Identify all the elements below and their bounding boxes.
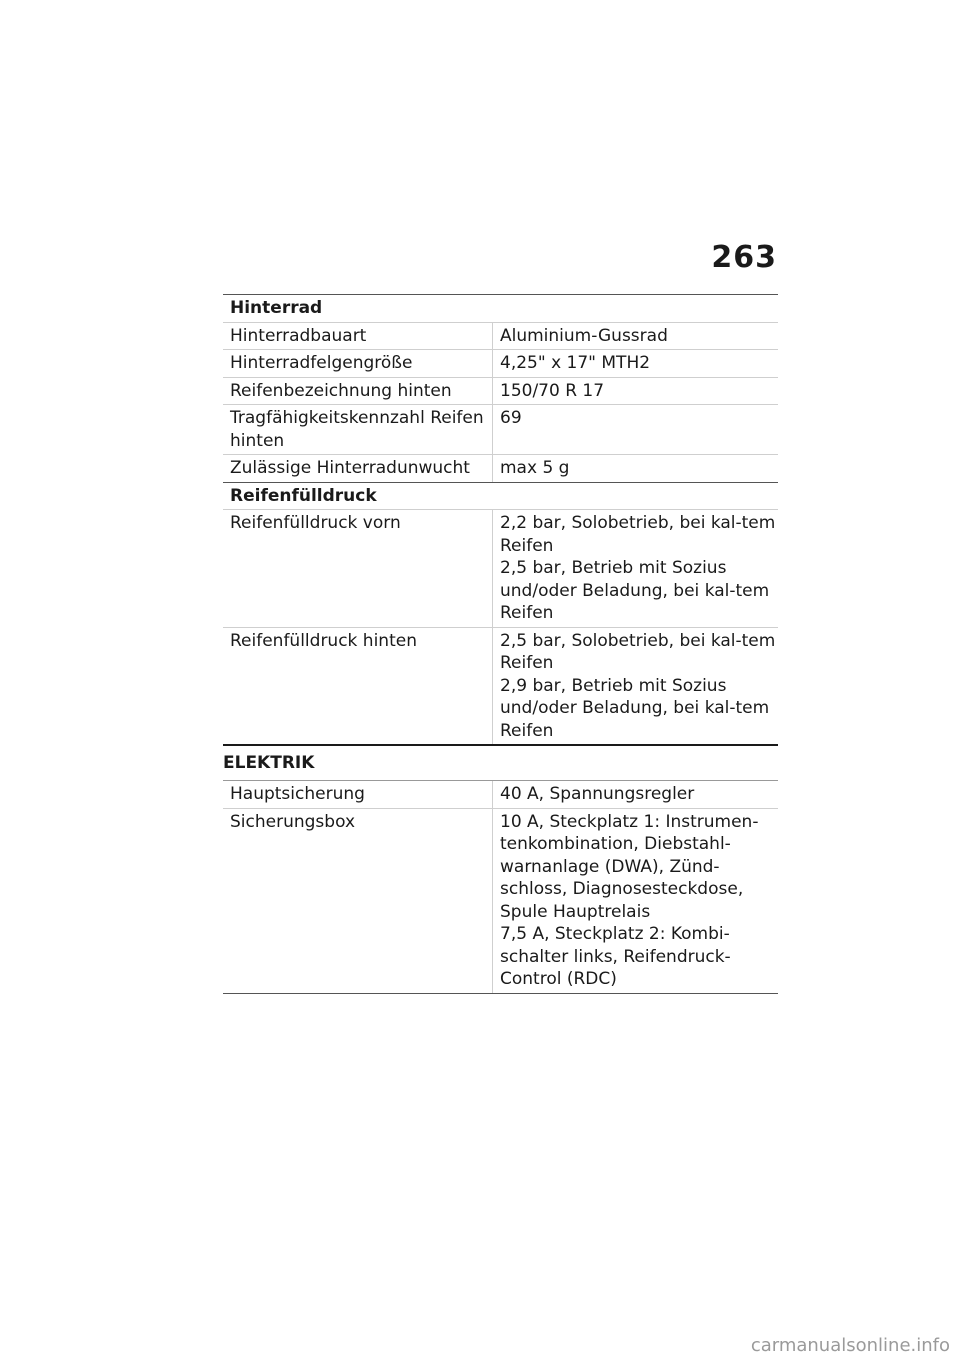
group-heading-hinterrad: Hinterrad (223, 295, 778, 323)
row-value: 150/70 R 17 (500, 380, 605, 401)
row-label: Zulässige Hinterradunwucht (223, 455, 493, 482)
table-row (223, 628, 778, 746)
row-label: Tragfähigkeitskennzahl Reifen hinten (223, 405, 493, 454)
table-row (223, 323, 778, 351)
table-row (223, 455, 778, 483)
group-heading-reifenfuelldruck: Reifenfülldruck (223, 483, 778, 511)
row-label: Reifenfülldruck vorn (223, 510, 493, 627)
row-label: Hinterradbauart (223, 323, 493, 350)
watermark-text: carmanualsonline.info (750, 1335, 950, 1356)
table-row (223, 405, 778, 455)
row-label: Hauptsicherung (223, 781, 493, 808)
row-value: 2,5 bar, Solobetrieb, bei kal-tem Reifen 2,9 bar, Betrieb mit Sozius und/oder Beladung, bei kal-tem Reifen (500, 630, 776, 741)
row-label: Reifenbezeichnung hinten (223, 378, 493, 405)
row-value: max 5 g (500, 458, 570, 478)
table-row (223, 781, 778, 809)
row-label: Reifenfülldruck hinten (223, 628, 493, 745)
row-label: Sicherungsbox (223, 809, 493, 993)
table-row (223, 350, 778, 378)
row-value: 69 (500, 408, 522, 428)
table-row (223, 809, 778, 994)
row-value: 4,25" x 17" MTH2 (500, 353, 651, 373)
chapter-heading-elektrik: ELEKTRIK (223, 744, 778, 781)
row-value: 2,2 bar, Solobetrieb, bei kal-tem Reifen 2,5 bar, Betrieb mit Sozius und/oder Beladung, bei kal-tem Reifen (500, 513, 776, 623)
page-number: 263 (711, 240, 777, 275)
row-value: 10 A, Steckplatz 1: Instrumen-tenkombination, Diebstahl-warnanlage (DWA), Zünd-schloss, Diagnosesteckdose, Spule Hauptrelais 7,5 A, Steckplatz 2: Kombi-schalter links, Reifendruck-Control (RDC) (500, 811, 759, 989)
row-value: Aluminium-Gussrad (500, 325, 668, 346)
row-value: 40 A, Spannungsregler (500, 784, 695, 804)
table-row (223, 510, 778, 628)
row-label: Hinterradfelgengröße (223, 350, 493, 377)
wheel-tire-section (223, 294, 778, 745)
electrical-section (223, 744, 778, 994)
table-row (223, 378, 778, 406)
